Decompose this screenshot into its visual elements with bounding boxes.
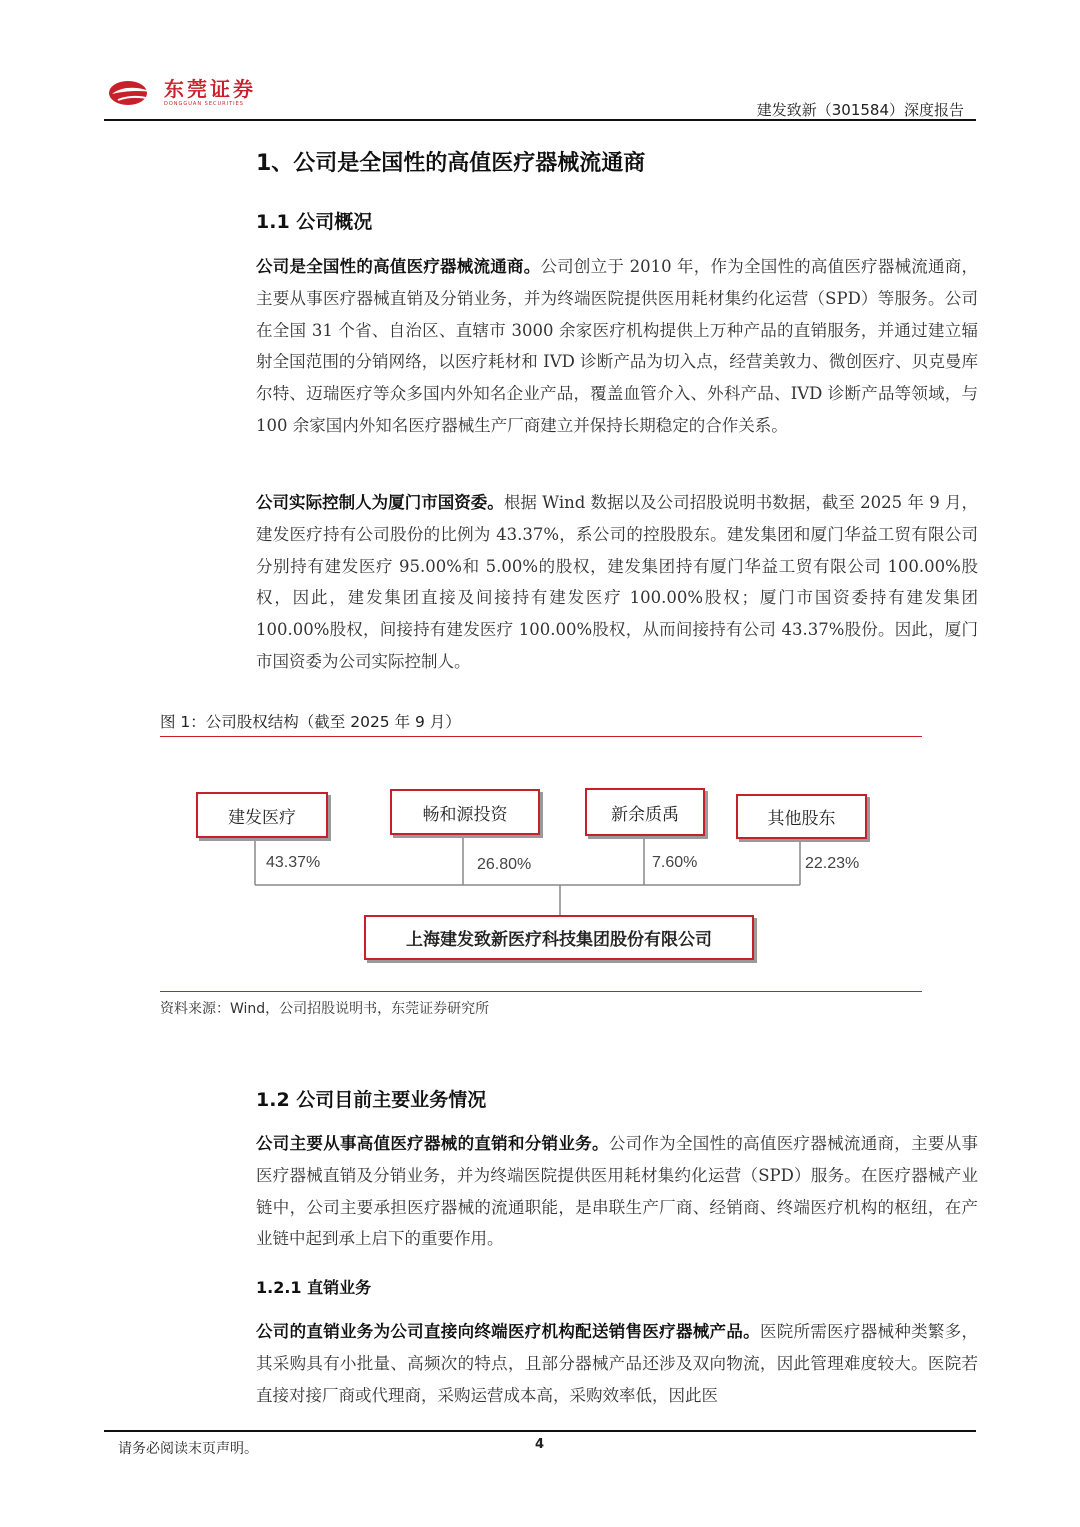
- figure-source: 资料来源：Wind，公司招股说明书，东莞证券研究所: [160, 1001, 490, 1017]
- shareholder-name: 畅和源投资: [422, 804, 508, 825]
- shareholder-pct-1: 43.37%: [266, 854, 321, 871]
- subsection-heading-business: 1.2 公司目前主要业务情况: [256, 1089, 487, 1111]
- shareholder-pct-3: 7.60%: [652, 854, 698, 871]
- footer-divider: [104, 1430, 976, 1432]
- logo-english-name: DONGGUAN SECURITIES: [164, 101, 244, 107]
- figure-title: 图 1：公司股权结构（截至 2025 年 9 月）: [160, 713, 461, 731]
- paragraph-business: [256, 1128, 978, 1255]
- report-title: 建发致新（301584）深度报告: [756, 101, 964, 119]
- page-number: 4: [535, 1437, 545, 1452]
- paragraph-lead: 公司主要从事高值医疗器械的直销和分销业务。: [256, 1134, 609, 1153]
- shareholder-node-2: [390, 789, 540, 835]
- shareholder-name: 其他股东: [767, 809, 836, 829]
- logo-name: 东莞证券: [164, 77, 256, 101]
- paragraph-direct-sales: [256, 1316, 978, 1411]
- company-name: 上海建发致新医疗科技集团股份有限公司: [406, 930, 712, 950]
- shareholder-pct-4: 22.23%: [805, 855, 860, 872]
- paragraph-body: 公司作为全国性的高值医疗器械流通商，主要从事医疗器械直销及分销业务，并为终端医院提供医用耗材集约化运营（SPD）服务。在医疗器械产业链中，公司主要承担医疗器械的流通职能，是串联生产厂商、经销商、终端医疗机构的枢纽，在产业链中起到承上启下的重要作用。: [256, 1134, 979, 1249]
- paragraph-lead: 公司实际控制人为厦门市国资委。: [256, 493, 504, 512]
- company-node: [364, 915, 754, 960]
- shareholder-name: 新余质禹: [611, 804, 679, 825]
- paragraph-body: 公司创立于 2010 年，作为全国性的高值医疗器械流通商，主要从事医疗器械直销及分销业务，并为终端医院提供医用耗材集约化运营（SPD）等服务。公司在全国 31 个省、自治区、直辖市 3000 余家医疗机构提供上万种产品的直销服务，并通过建立辐射全国范围的分销网络，以医疗耗材和 IVD 诊断产品为切入点，经营美敦力、微创医疗、贝克曼库尔特、迈瑞医疗等众多国内外知名企业产品，覆盖血管介入、外科产品、IVD 诊断产品等领域，与 100 余家国内外知名医疗器械生产厂商建立并保持长期稳定的合作关系。: [256, 257, 979, 435]
- section-heading: 1、公司是全国性的高值医疗器械流通商: [256, 151, 646, 176]
- footer-disclaimer: 请务必阅读末页声明。: [118, 1441, 258, 1457]
- paragraph-body: 根据 Wind 数据以及公司招股说明书数据，截至 2025 年 9 月，建发医疗持有公司股份的比例为 43.37%，系公司的控股股东。建发集团和厦门华益工贸有限公司分别持有建发医疗 95.00%和 5.00%的股权，建发集团持有厦门华益工贸有限公司 100.00%股权，因此，建发集团直接及间接持有建发医疗 100.00%股权；厦门市国资委持有建发集团 100.00%股权，间接持有建发医疗 100.00%股权，从而间接持有公司 43.37%股份。因此，厦门市国资委为公司实际控制人。: [256, 493, 979, 671]
- subsection-heading-overview: 1.1 公司概况: [256, 211, 373, 233]
- shareholder-name: 建发医疗: [228, 807, 296, 828]
- shareholder-pct-2: 26.80%: [477, 856, 532, 873]
- subsection-heading-direct-sales: 1.2.1 直销业务: [256, 1278, 372, 1297]
- paragraph-lead: 公司是全国性的高值医疗器械流通商。: [256, 257, 541, 276]
- figure-bottom-rule: [160, 991, 922, 992]
- shareholder-node-4: [736, 794, 867, 839]
- shareholder-node-1: [196, 792, 328, 838]
- paragraph-body: 医院所需医疗器械种类繁多，其采购具有小批量、高频次的特点，且部分器械产品还涉及双向物流，因此管理难度较大。医院若直接对接厂商或代理商，采购运营成本高，采购效率低，因此医: [256, 1322, 979, 1405]
- paragraph-lead: 公司的直销业务为公司直接向终端医疗机构配送销售医疗器械产品。: [256, 1322, 760, 1341]
- shareholder-node-3: [585, 788, 705, 836]
